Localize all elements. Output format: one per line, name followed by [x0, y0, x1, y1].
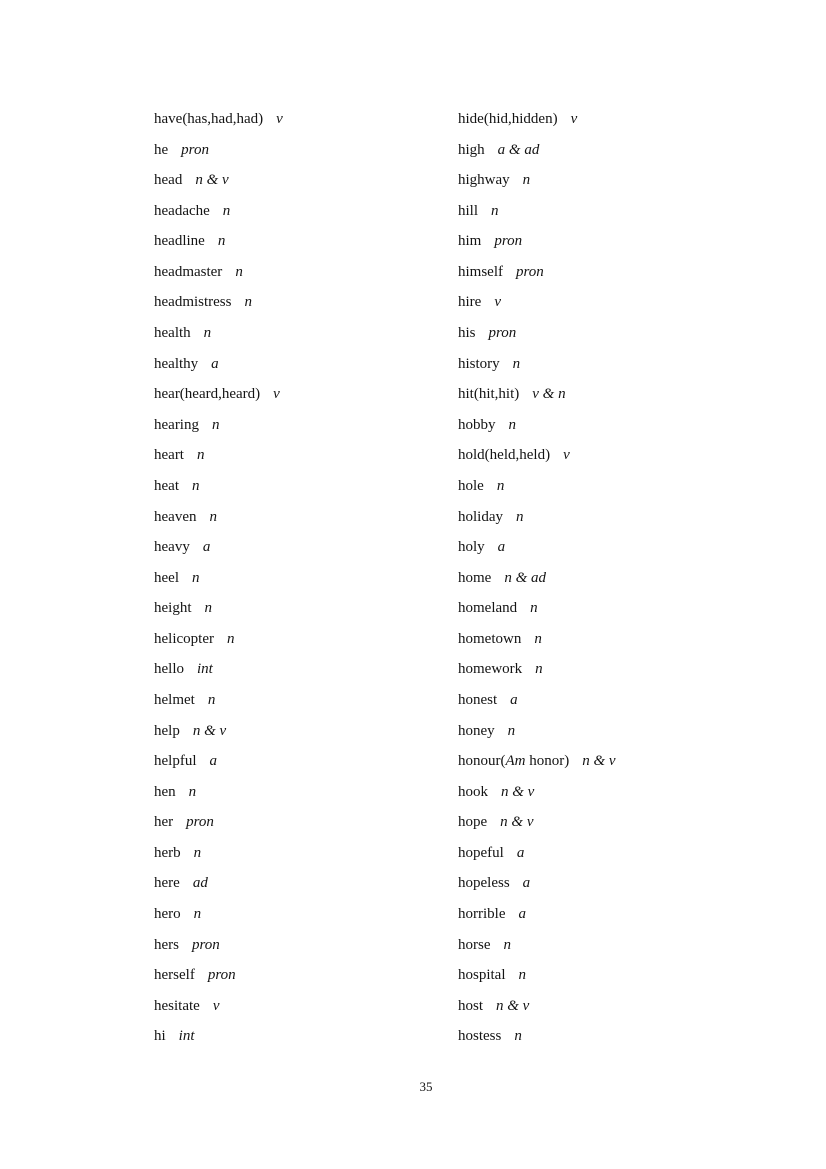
entry-word: [458, 753, 569, 769]
entry-word: [154, 325, 191, 341]
entry-word-segment: headmistress: [154, 294, 232, 311]
word-entry: [458, 960, 788, 991]
entry-pos: n: [204, 600, 212, 617]
entry-word: [458, 386, 519, 402]
entry-word: [458, 203, 478, 219]
entry-pos: pron: [488, 325, 517, 342]
entry-word-segment: have(has,had,had): [154, 111, 264, 127]
entry-word: [458, 937, 491, 953]
entry-pos: a: [516, 844, 525, 861]
entry-word: [154, 937, 179, 953]
word-entry: [458, 502, 788, 533]
entry-word-segment: him: [458, 233, 482, 250]
entry-pos: n & v: [582, 753, 616, 770]
entry-word-segment: honest: [458, 691, 498, 708]
entry-pos: int: [197, 661, 213, 678]
entry-pos: v: [276, 111, 283, 127]
entry-word: [154, 845, 181, 861]
entry-word-segment: hers: [154, 936, 179, 953]
entry-pos: v: [273, 386, 280, 403]
word-entry: [154, 899, 458, 930]
entry-word: [154, 570, 179, 586]
entry-pos: n: [522, 172, 531, 189]
entry-word-segment: healthy: [154, 355, 199, 372]
entry-pos: n: [518, 967, 526, 984]
word-entry: [154, 960, 458, 991]
entry-word-segment: hen: [154, 783, 176, 800]
entry-pos: n: [217, 233, 226, 250]
word-entry: [458, 624, 788, 655]
entry-word-segment: her: [154, 814, 174, 831]
entry-word-segment: helicopter: [154, 630, 214, 647]
entry-pos: int: [178, 1028, 195, 1045]
entry-word-segment: herb: [154, 844, 181, 861]
entry-word: [458, 111, 558, 127]
entry-word: [154, 875, 180, 891]
entry-pos: n: [191, 477, 200, 494]
entry-word-segment: heavy: [154, 539, 190, 556]
entry-word-segment: helpful: [154, 753, 197, 770]
word-entry: [154, 838, 458, 869]
entry-word-segment: hometown: [458, 630, 522, 647]
entry-word: [458, 264, 503, 280]
entry-pos: v: [494, 294, 501, 311]
word-entry: [154, 991, 458, 1022]
entry-word: [458, 294, 481, 310]
entry-word: [458, 906, 505, 922]
entry-pos: n & ad: [504, 569, 546, 586]
entry-pos: n & v: [496, 997, 530, 1014]
entry-pos: n: [209, 508, 217, 525]
entry-word: [154, 386, 260, 402]
entry-pos: n: [235, 263, 243, 280]
entry-word-segment: holiday: [458, 508, 503, 525]
word-entry: [154, 930, 458, 961]
entry-word-segment: highway: [458, 172, 510, 189]
entry-word: [154, 417, 199, 433]
entry-word-segment: homeland: [458, 600, 518, 617]
word-entry: [458, 807, 788, 838]
word-entry: [154, 196, 458, 227]
entry-pos: pron: [181, 141, 209, 158]
entry-pos: pron: [186, 814, 214, 831]
entry-pos: a: [518, 906, 526, 923]
entry-word-segment: herself: [154, 967, 195, 984]
entry-word-segment: here: [154, 875, 180, 892]
word-list-column-left: [154, 104, 458, 1052]
entry-pos: n: [196, 447, 205, 464]
entry-pos: pron: [192, 936, 220, 953]
entry-word-segment: hide(hid,hidden): [458, 111, 558, 127]
entry-word: [458, 356, 500, 372]
entry-word: [154, 294, 231, 310]
entry-word-segment: heart: [154, 447, 184, 464]
entry-word-segment: headache: [154, 202, 210, 219]
entry-pos: n: [211, 416, 220, 433]
entry-word-italic-segment: Am: [505, 753, 526, 770]
entry-word-segment: helmet: [154, 691, 195, 708]
entry-pos: n: [244, 294, 252, 311]
entry-word: [458, 784, 488, 800]
entry-word: [154, 753, 197, 769]
entry-word: [458, 1028, 501, 1044]
word-entry: [458, 716, 788, 747]
entry-pos: n: [491, 202, 499, 219]
word-entry: [154, 379, 458, 410]
entry-word: [458, 478, 484, 494]
entry-word: [458, 845, 504, 861]
word-entry: [458, 991, 788, 1022]
entry-word-segment: host: [458, 997, 484, 1014]
word-entry: [154, 349, 458, 380]
entry-word-segment: hire: [458, 294, 482, 311]
page-footer: [13, 1079, 826, 1095]
entry-pos: n: [188, 783, 197, 800]
entry-word-segment: honey: [458, 722, 495, 739]
entry-word: [458, 539, 485, 555]
entry-pos: v: [212, 997, 220, 1014]
entry-word: [458, 631, 521, 647]
entry-word: [154, 509, 196, 525]
entry-word-segment: horse: [458, 936, 491, 953]
word-entry: [154, 440, 458, 471]
entry-word: [458, 692, 497, 708]
word-entry: [458, 257, 788, 288]
entry-pos: n: [193, 906, 202, 923]
word-entry: [458, 226, 788, 257]
word-entry: [154, 1021, 458, 1052]
entry-pos: n & v: [195, 172, 229, 189]
entry-word: [458, 570, 491, 586]
entry-pos: pron: [516, 263, 544, 280]
entry-word-segment: health: [154, 325, 191, 342]
entry-word: [458, 172, 510, 188]
entry-pos: n: [496, 477, 505, 494]
entry-word-segment: hello: [154, 661, 184, 678]
word-entry: [154, 624, 458, 655]
word-entry: [154, 471, 458, 502]
entry-word: [154, 478, 179, 494]
entry-word-segment: hole: [458, 477, 484, 494]
entry-word: [154, 233, 205, 249]
entry-pos: v & n: [532, 386, 566, 403]
entry-pos: pron: [207, 967, 236, 984]
word-entry: [458, 410, 788, 441]
entry-word-segment: home: [458, 569, 492, 586]
entry-pos: v: [570, 111, 578, 127]
entry-word: [458, 875, 510, 891]
entry-pos: n: [226, 630, 235, 647]
entry-word: [154, 600, 192, 616]
entry-word: [154, 142, 168, 158]
entry-word: [154, 1028, 166, 1044]
entry-word: [458, 142, 485, 158]
entry-word: [458, 600, 517, 616]
entry-word: [458, 998, 483, 1014]
word-entry: [458, 135, 788, 166]
word-entry: [458, 196, 788, 227]
word-entry: [154, 868, 458, 899]
entry-word-segment: headmaster: [154, 263, 223, 280]
entry-word-segment: hope: [458, 814, 488, 831]
entry-word-segment: hopeless: [458, 875, 510, 892]
entry-word-segment: hostess: [458, 1028, 502, 1045]
entry-word-segment: hesitate: [154, 997, 200, 1014]
word-entry: [458, 104, 788, 135]
entry-pos: n: [530, 600, 538, 617]
entry-word-segment: high: [458, 141, 485, 158]
entry-word: [154, 447, 184, 463]
entry-word: [458, 723, 495, 739]
entry-pos: n: [535, 661, 543, 678]
entry-word-segment: hear(heard,heard): [154, 386, 261, 403]
word-entry: [458, 165, 788, 196]
word-entry: [154, 318, 458, 349]
entry-pos: a: [510, 691, 518, 708]
entry-word: [154, 111, 263, 127]
word-list: [154, 104, 788, 1052]
word-entry: [154, 226, 458, 257]
word-entry: [458, 746, 788, 777]
entry-word: [154, 998, 200, 1014]
entry-word-segment: history: [458, 355, 500, 372]
word-entry: [154, 410, 458, 441]
word-entry: [458, 318, 788, 349]
page-number: 35: [419, 1079, 433, 1094]
entry-word: [458, 325, 476, 341]
word-entry: [154, 532, 458, 563]
entry-word-segment: holy: [458, 539, 485, 556]
entry-word: [458, 447, 550, 463]
entry-word: [458, 814, 487, 830]
entry-word: [154, 784, 176, 800]
entry-pos: n: [508, 416, 516, 433]
word-entry: [458, 287, 788, 318]
entry-word-segment: height: [154, 600, 192, 617]
entry-pos: n: [222, 202, 231, 219]
entry-word: [154, 814, 173, 830]
entry-pos: n: [193, 844, 202, 861]
entry-pos: n: [503, 936, 511, 953]
entry-word: [458, 967, 506, 983]
entry-word: [458, 509, 503, 525]
entry-word-segment: hopeful: [458, 844, 504, 861]
entry-word: [154, 264, 222, 280]
entry-word-segment: honor): [525, 753, 570, 770]
entry-pos: a: [522, 875, 531, 892]
word-entry: [154, 502, 458, 533]
entry-word-segment: hold(held,held): [458, 447, 551, 464]
entry-pos: n: [203, 325, 212, 342]
word-entry: [458, 440, 788, 471]
entry-word: [154, 631, 214, 647]
entry-word: [154, 906, 181, 922]
entry-pos: a & ad: [497, 141, 540, 158]
word-entry: [458, 777, 788, 808]
entry-pos: pron: [494, 233, 523, 250]
entry-word: [154, 203, 210, 219]
entry-pos: n & v: [500, 814, 534, 831]
entry-word-segment: hobby: [458, 416, 496, 433]
entry-pos: v: [563, 447, 570, 464]
entry-word-segment: himself: [458, 263, 503, 280]
entry-word: [154, 661, 184, 677]
entry-word-segment: heat: [154, 477, 179, 494]
word-entry: [458, 685, 788, 716]
entry-word: [154, 172, 182, 188]
word-entry: [154, 716, 458, 747]
entry-word: [458, 233, 481, 249]
entry-word: [154, 967, 195, 983]
entry-pos: n: [516, 508, 524, 525]
word-entry: [154, 165, 458, 196]
entry-word-segment: help: [154, 722, 180, 739]
entry-word-segment: heaven: [154, 508, 197, 525]
word-entry: [458, 654, 788, 685]
entry-word-segment: hospital: [458, 967, 506, 984]
entry-word: [458, 661, 522, 677]
entry-word-segment: hearing: [154, 416, 199, 433]
entry-word-segment: headline: [154, 233, 205, 250]
word-entry: [154, 807, 458, 838]
word-entry: [458, 593, 788, 624]
word-entry: [154, 287, 458, 318]
entry-word-segment: horrible: [458, 906, 506, 923]
word-entry: [154, 135, 458, 166]
entry-word-segment: hero: [154, 906, 181, 923]
entry-pos: n: [534, 630, 542, 647]
word-entry: [458, 930, 788, 961]
entry-word-segment: honour(: [458, 753, 506, 770]
entry-word-segment: hit(hit,hit): [458, 386, 520, 403]
word-entry: [154, 746, 458, 777]
entry-word-segment: hill: [458, 202, 479, 219]
word-entry: [458, 379, 788, 410]
entry-pos: n: [512, 355, 521, 372]
entry-word-segment: hi: [154, 1028, 166, 1045]
entry-pos: a: [209, 753, 217, 770]
word-list-column-right: [458, 104, 788, 1052]
word-entry: [154, 593, 458, 624]
entry-pos: ad: [192, 875, 208, 892]
entry-pos: n: [507, 722, 516, 739]
entry-pos: n: [191, 569, 200, 586]
entry-pos: a: [211, 355, 219, 372]
entry-word-segment: heel: [154, 569, 179, 586]
word-entry: [154, 654, 458, 685]
word-entry: [458, 471, 788, 502]
entry-word-segment: his: [458, 325, 476, 342]
entry-word: [154, 356, 198, 372]
word-entry: [154, 104, 458, 135]
word-entry: [458, 532, 788, 563]
entry-word: [154, 692, 195, 708]
word-entry: [154, 563, 458, 594]
entry-word-segment: homework: [458, 661, 523, 678]
entry-word-segment: he: [154, 141, 169, 158]
word-entry: [458, 349, 788, 380]
word-entry: [458, 563, 788, 594]
entry-pos: n: [207, 691, 216, 708]
entry-word-segment: head: [154, 172, 183, 189]
entry-word: [154, 539, 190, 555]
entry-word: [458, 417, 496, 433]
entry-pos: n: [514, 1028, 522, 1045]
entry-word: [154, 723, 180, 739]
word-entry: [458, 868, 788, 899]
entry-pos: a: [497, 539, 506, 556]
entry-pos: n & v: [501, 783, 535, 800]
word-entry: [458, 899, 788, 930]
word-entry: [154, 777, 458, 808]
entry-pos: a: [202, 539, 211, 556]
word-entry: [154, 685, 458, 716]
entry-word-segment: hook: [458, 783, 488, 800]
word-entry: [458, 838, 788, 869]
entry-pos: n & v: [192, 722, 227, 739]
word-entry: [154, 257, 458, 288]
word-entry: [458, 1021, 788, 1052]
